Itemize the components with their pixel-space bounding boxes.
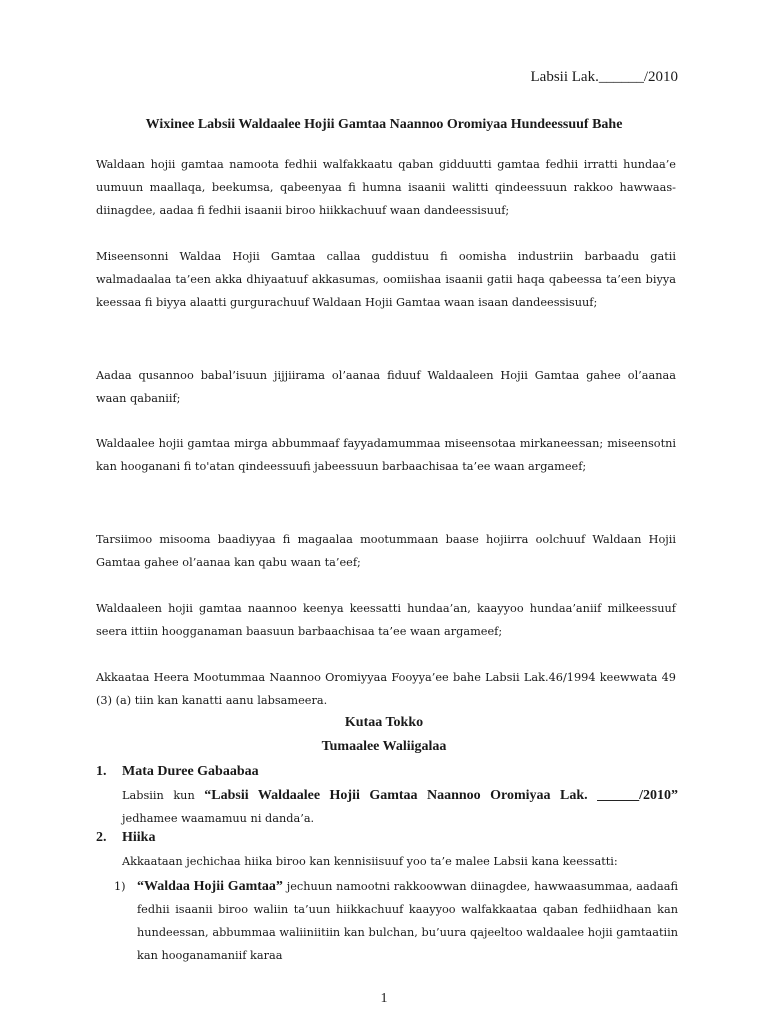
- section-text: [122, 784, 678, 830]
- section-title: Hiika: [122, 830, 156, 845]
- proclamation-number: Labsii Lak.______/2010: [530, 69, 678, 85]
- section-number: 2.: [96, 830, 107, 845]
- definition-body: jechuun namootni rakkoowwan diinagdee, hawwaasummaa, aadaafi fedhii isaanii biroo waliin ta’uun hiikkachuuf kaayyoo walfakkaataa qaban fedhiidhaan kan hundeessan, abbummaa waliiniitiin kan bulchan, bu’uura qajeeltoo waldaalee hojii gamtaatiin kan hooganamaniif karaa: [137, 880, 678, 962]
- preamble-paragraph: Tarsiimoo misooma baadiyyaa fi magaalaa mootummaan baase hojiirra oolchuuf Waldaan Hojii Gamtaa gahee ol’aanaa kan qabu waan ta’eef;: [96, 533, 676, 569]
- definition-term: “Waldaa Hojii Gamtaa”: [137, 879, 283, 894]
- preamble-paragraph: Waldaan hojii gamtaa namoota fedhii walfakkaatu qaban gidduutti gamtaa fedhii irratti hundaa’e uumuun maallaqa, beekumsa, qabeenyaa fi humna isaanii walitti qindeessuun rakkoo hawwaas-diinagdee, aadaa fi fedhii isaanii biroo hiikkachuuf waan dandeessisuuf;: [96, 158, 676, 217]
- preamble-paragraph: Waldaalee hojii gamtaa mirga abbummaaf fayyadamummaa miseensotaa mirkaneessan; miseensotni kan hooganani fi to'atan qindeessuufi jabeessuun barbaachisaa ta’ee waan argameef;: [96, 437, 676, 473]
- part-label: Kutaa Tokko: [344, 715, 424, 730]
- preamble-paragraph: Waldaaleen hojii gamtaa naannoo keenya keessatti hundaa’an, kaayyoo hundaa’aniif milkeessuuf seera ittiin hoogganaman baasuun barbaachisaa ta’ee waan argameef;: [96, 602, 676, 638]
- preamble-paragraph: Aadaa qusannoo babal’isuun jijjiirama ol’aanaa fiduuf Waldaaleen Hojii Gamtaa gahee ol’aanaa waan qabaniif;: [96, 369, 676, 405]
- page-number: 1: [380, 991, 388, 1006]
- document-title: Wixinee Labsii Waldaalee Hojii Gamtaa Naannoo Oromiyaa Hundeessuuf Bahe: [145, 117, 623, 132]
- definition-text: [137, 875, 678, 967]
- part-title: Tumaalee Waliigalaa: [321, 739, 447, 754]
- section-number: 1.: [96, 764, 107, 779]
- preamble-paragraph: Akkaataa Heera Mootummaa Naannoo Oromiyyaa Fooyya’ee bahe Labsii Lak.46/1994 keewwata 49 (3) (a) tiin kan kanatti aanu labsameera.: [96, 671, 676, 707]
- preamble-paragraph: Miseensonni Waldaa Hojii Gamtaa callaa guddistuu fi oomisha industriin barbaadu gatii walmadaalaa ta’een akka dhiyaatuuf akkasumas, oomiishaa isaanii gatii haqa qabeessa ta’een biyya keessaa fi biyya alaatti gurgurachuuf Waldaan Hojii Gamtaa waan isaan dandeessisuuf;: [96, 250, 676, 309]
- definition-number: 1): [114, 880, 126, 893]
- section-text-lead: Labsiin kun: [122, 789, 205, 802]
- section-text-tail: jedhamee waamamuu ni danda’a.: [122, 812, 315, 825]
- section-text: Akkaataan jechichaa hiika biroo kan kennisiisuuf yoo ta’e malee Labsii kana keessatti:: [122, 855, 618, 868]
- proclamation-short-title: “Labsii Waldaalee Hojii Gamtaa Naannoo Oromiyaa Lak. ______/2010”: [204, 788, 678, 803]
- section-title: Mata Duree Gabaabaa: [122, 764, 259, 779]
